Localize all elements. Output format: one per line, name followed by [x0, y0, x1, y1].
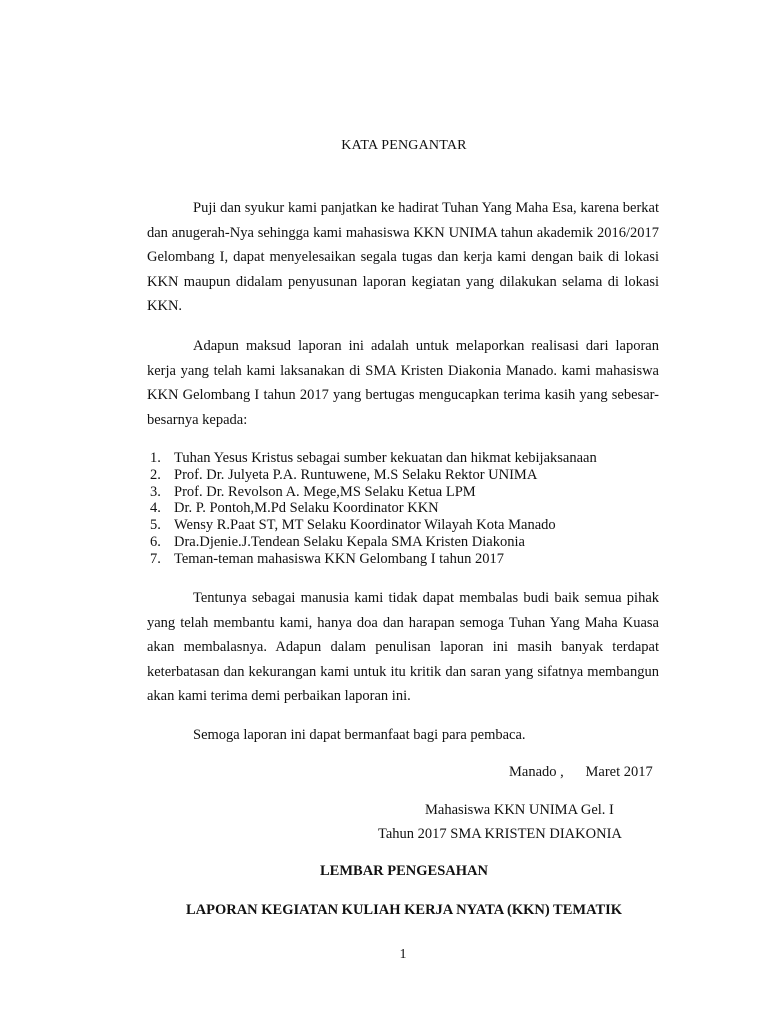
paragraph-apology-text: Tentunya sebagai manusia kami tidak dapat membalas budi baik semua pihak yang telah membantu kami, hanya doa dan harapan semoga Tuhan Yang Maha Kuasa akan membalasnya. Adapun dalam penulisan laporan ini masih banyak terdapat keterbatasan dan kekurangan kami untuk itu kritik dan saran yang sifatnya membangun akan kami terima demi perbaikan laporan ini. — [147, 590, 659, 705]
list-item: 3. Prof. Dr. Revolson A. Mege,MS Selaku Ketua LPM — [150, 483, 476, 500]
list-item: 5. Wensy R.Paat ST, MT Selaku Koordinator Wilayah Kota Manado — [150, 517, 556, 534]
list-item: 7. Teman-teman mahasiswa KKN Gelombang I tahun 2017 — [150, 550, 504, 567]
paragraph-purpose-text: Adapun maksud laporan ini adalah untuk melaporkan realisasi dari laporan kerja yang telah kami laksanakan di SMA Kristen Diakonia Manado. kami mahasiswa KKN Gelombang I tahun 2017 yang bertugas mengucapkan terima kasih yang sebesar-besarnya kepada: — [147, 338, 659, 428]
approval-title: LEMBAR PENGESAHAN — [320, 863, 488, 879]
page-number: 1 — [399, 947, 407, 962]
acknowledgement-list — [150, 450, 670, 568]
list-item: 6. Dra.Djenie.J.Tendean Selaku Kepala SMA Kristen Diakonia — [150, 533, 525, 550]
signature-line-2: Tahun 2017 SMA KRISTEN DIAKONIA — [378, 826, 622, 842]
paragraph-purpose — [147, 334, 659, 432]
paragraph-intro — [147, 196, 659, 319]
paragraph-apology — [147, 586, 659, 709]
report-title: LAPORAN KEGIATAN KULIAH KERJA NYATA (KKN) TEMATIK — [185, 902, 623, 918]
paragraph-intro-text: Puji dan syukur kami panjatkan ke hadirat Tuhan Yang Maha Esa, karena berkat dan anugerah-Nya sehingga kami mahasiswa KKN UNIMA tahun akademik 2016/2017 Gelombang I, dapat menyelesaikan segala tugas dan kerja kami dengan baik di lokasi KKN maupun didalam penyusunan laporan kegiatan yang dilakukan selama di lokasi KKN. — [147, 200, 659, 315]
place-date: Manado , Maret 2017 — [509, 764, 653, 780]
list-item: 2. Prof. Dr. Julyeta P.A. Runtuwene, M.S Selaku Rektor UNIMA — [150, 466, 538, 483]
page-title: KATA PENGANTAR — [341, 138, 467, 153]
list-item: 1. Tuhan Yesus Kristus sebagai sumber kekuatan dan hikmat kebijaksanaan — [150, 450, 597, 466]
signature-line-1: Mahasiswa KKN UNIMA Gel. I — [425, 802, 614, 818]
list-item: 4. Dr. P. Pontoh,M.Pd Selaku Koordinator KKN — [150, 500, 439, 517]
closing-sentence: Semoga laporan ini dapat bermanfaat bagi para pembaca. — [193, 727, 526, 743]
